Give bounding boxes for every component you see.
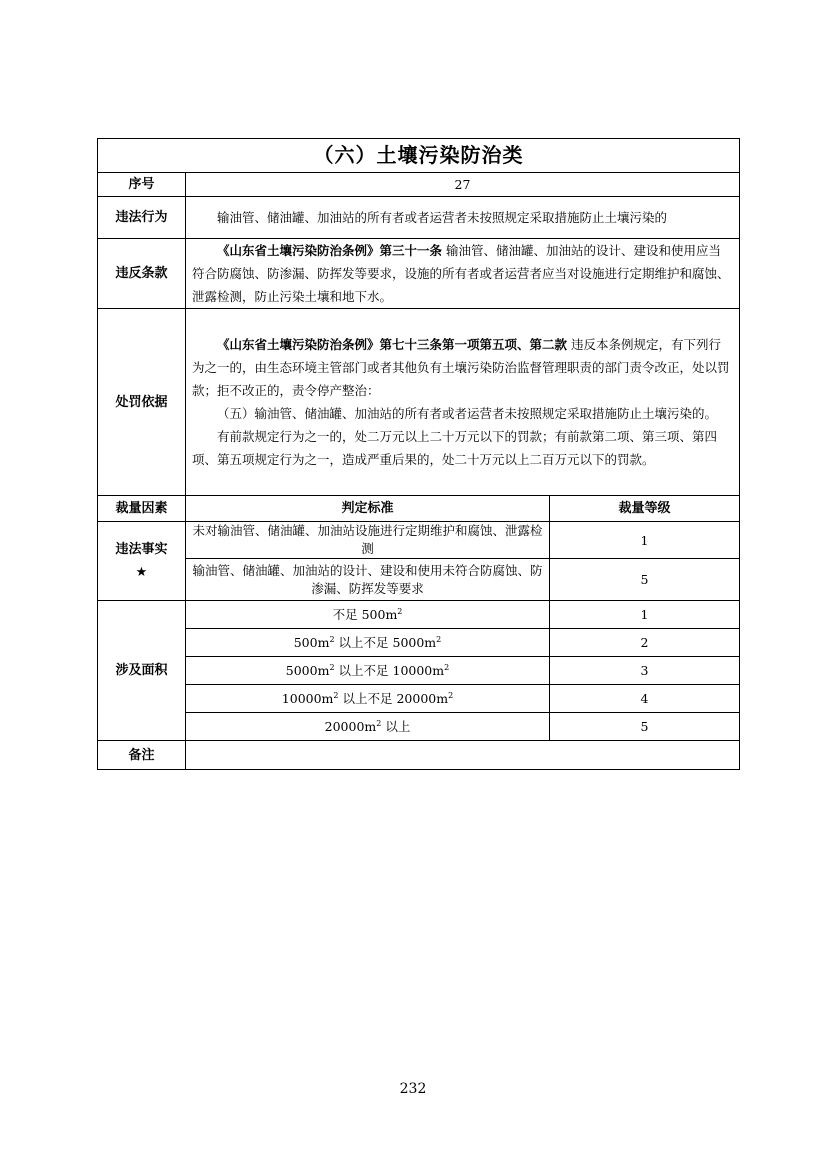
penalty-basis-label: 处罚依据 — [98, 309, 186, 496]
penalty-basis-p1 — [192, 333, 733, 402]
area-level-4: 4 — [550, 685, 740, 713]
fact-criteria-1: 未对输油管、储油罐、加油站设施进行定期维护和腐蚀、泄露检测 — [186, 522, 550, 559]
penalty-table — [97, 138, 740, 770]
violation-paragraph: 输油管、储油罐、加油站的所有者或者运营者未按照规定采取措施防止土壤污染的 — [217, 209, 668, 225]
violated-clause-paragraph — [192, 239, 733, 308]
discretion-factor-label: 裁量因素 — [98, 496, 186, 522]
area-label: 涉及面积 — [98, 601, 186, 741]
penalty-basis-p3: 有前款规定行为之一的，处二万元以上二十万元以下的罚款；有前款第二项、第三项、第四项、第五项规定行为之一，造成严重后果的，处二十万元以上二百万元以下的罚款。 — [192, 429, 718, 467]
area-level-3: 3 — [550, 657, 740, 685]
violated-clause-cell — [186, 239, 740, 309]
violation-text — [186, 197, 740, 239]
penalty-basis-p1-text: 违反本条例规定，有下列行为之一的，由生态环境主管部门或者其他负有土壤污染防治监督管理职责的部门责令改正，处以罚款；拒不改正的，责令停产整治： — [192, 337, 730, 398]
criteria-header: 判定标准 — [186, 496, 550, 522]
area-criteria-5: $20000m^2$ 以上 — [186, 713, 550, 741]
violated-clause-label: 违反条款 — [98, 239, 186, 309]
index-value: 27 — [186, 173, 740, 197]
remarks-value — [186, 741, 740, 770]
area-criteria-1: 不足 $500m^2$ — [186, 601, 550, 629]
area-level-1: 1 — [550, 601, 740, 629]
index-label: 序号 — [98, 173, 186, 197]
level-header: 裁量等级 — [550, 496, 740, 522]
fact-level-2: 5 — [550, 559, 740, 601]
star-icon: ★ — [135, 565, 148, 580]
area-level-2: 2 — [550, 629, 740, 657]
violation-label: 违法行为 — [98, 197, 186, 239]
fact-level-1: 1 — [550, 522, 740, 559]
illegal-facts-text: 违法事实 — [115, 542, 168, 557]
table-title: （六）土壤污染防治类 — [98, 139, 740, 173]
area-criteria-4: $10000m^2$ 以上不足 $20000m^2$ — [186, 685, 550, 713]
fact-criteria-2: 输油管、储油罐、加油站的设计、建设和使用未符合防腐蚀、防渗漏、防挥发等要求 — [186, 559, 550, 601]
violated-clause-text: 输油管、储油罐、加油站的设计、建设和使用应当符合防腐蚀、防渗漏、防挥发等要求，设施的所有者或者运营者应当对设施进行定期维护和腐蚀、泄露检测，防止污染土壤和地下水。 — [192, 243, 730, 304]
area-criteria-2: $500m^2$ 以上不足 $5000m^2$ — [186, 629, 550, 657]
page-number: 232 — [399, 1081, 427, 1097]
illegal-facts-label — [98, 522, 186, 601]
violated-clause-law: 《山东省土壤污染防治条例》第三十一条 — [217, 243, 443, 258]
penalty-basis-law: 《山东省土壤污染防治条例》第七十三条第一项第五项、第二款 — [217, 337, 568, 352]
remarks-label: 备注 — [98, 741, 186, 770]
area-level-5: 5 — [550, 713, 740, 741]
penalty-basis-cell — [186, 309, 740, 496]
penalty-basis-p2: （五）输油管、储油罐、加油站的所有者或者运营者未按照规定采取措施防止土壤污染的。 — [217, 406, 718, 421]
area-criteria-3: $5000m^2$ 以上不足 $10000m^2$ — [186, 657, 550, 685]
